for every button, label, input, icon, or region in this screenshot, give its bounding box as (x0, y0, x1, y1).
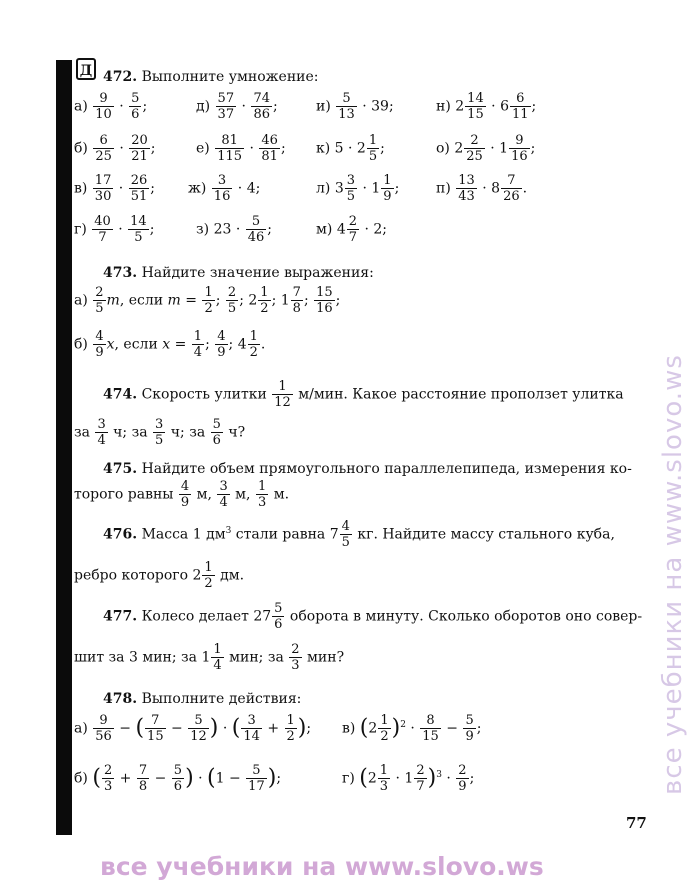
item-472-i: и) $\frac{5}{13}$ · 39; (316, 91, 394, 122)
item-472-zh: ж) $\frac{3}{16}$ · 4; (188, 173, 261, 204)
page-number: 77 (626, 814, 647, 832)
item-472-l: л) 3 $\frac{3}{5}$ · 1 $\frac{1}{9}$ ; (316, 173, 400, 204)
watermark-vertical: все учебники на www.slovo.ws (658, 354, 688, 795)
item-478-b: б) ( $\frac{2}{3}$ + $\frac{7}{8}$ − $\frac{5}{6}$ ) · (1 − $\frac{5}{17}$ ); (74, 763, 282, 794)
item-472-b: б) $\frac{6}{25}$ · $\frac{20}{21}$ ; (74, 133, 156, 164)
item-473-a: а) $\frac{2}{5}$ m, если m = $\frac{1}{2}$ ; $\frac{2}{5}$ ; 2 $\frac{1}{2}$ ; 1 $\frac{7}{8}$ ; $\frac{15}{16}$ ; (74, 285, 341, 316)
problem-475-line2: торого равны $\frac{4}{9}$ м, $\frac{3}{4}$ м, $\frac{1}{3}$ м. (74, 479, 290, 510)
problem-474-line1: 474. Скорость улитки $\frac{1}{12}$ м/мин. Какое расстояние проползет улитка (103, 379, 624, 410)
problem-476-line2: ребро которого 2 $\frac{1}{2}$ дм. (74, 560, 245, 591)
problem-474-line2: за $\frac{3}{4}$ ч; за $\frac{3}{5}$ ч; за $\frac{5}{6}$ ч? (74, 417, 246, 448)
watermark-bottom: все учебники на www.slovo.ws (100, 852, 544, 881)
item-472-p: п) $\frac{13}{43}$ · 8 $\frac{7}{26}$ . (436, 173, 528, 204)
difficulty-marker: Д (76, 58, 96, 80)
item-472-n: н) 2 $\frac{14}{15}$ · 6 $\frac{6}{11}$ ; (436, 91, 537, 122)
item-472-v: в) $\frac{17}{30}$ · $\frac{26}{51}$ ; (74, 173, 155, 204)
item-472-e: е) $\frac{81}{115}$ · $\frac{46}{81}$ ; (196, 133, 286, 164)
item-472-o: о) 2 $\frac{2}{25}$ · 1 $\frac{9}{16}$ ; (436, 133, 536, 164)
problem-477-line1: 477. Колесо делает 27 $\frac{5}{6}$ оборота в минуту. Сколько оборотов оно совер- (103, 601, 643, 632)
problem-472-heading: 472. Выполните умножение: (103, 69, 319, 85)
item-472-g: г) $\frac{40}{7}$ · $\frac{14}{5}$ ; (74, 214, 155, 245)
item-472-m: м) 4 $\frac{2}{7}$ · 2; (316, 214, 387, 245)
item-472-d: д) $\frac{57}{37}$ · $\frac{74}{86}$ ; (196, 91, 278, 122)
problem-478-heading: 478. Выполните действия: (103, 691, 302, 707)
item-473-b: б) $\frac{4}{9}$ x, если x = $\frac{1}{4}$ ; $\frac{4}{9}$ ; 4 $\frac{1}{2}$ . (74, 329, 266, 360)
item-478-a: а) $\frac{9}{56}$ − ( $\frac{7}{15}$ − $\frac{5}{12}$ ) · ( $\frac{3}{14}$ + $\frac{1}{2}$ ); (74, 713, 312, 744)
item-472-a: а) $\frac{9}{10}$ · $\frac{5}{6}$ ; (74, 91, 148, 122)
problem-476-line1: 476. Масса 1 $дм^3$ стали равна 7 $\frac{4}{5}$ кг. Найдите массу стального куба, (103, 519, 615, 550)
problem-477-line2: шит за 3 мин; за 1 $\frac{1}{4}$ мин; за $\frac{2}{3}$ мин? (74, 642, 345, 673)
item-478-v: в) (2 $\frac{1}{2}$ )$^2$ · $\frac{8}{15}$ − $\frac{5}{9}$ ; (342, 713, 482, 744)
item-478-g: г) (2 $\frac{1}{3}$ · 1 $\frac{2}{7}$ )$^3$ · $\frac{2}{9}$ ; (342, 763, 475, 794)
item-472-z: з) 23 · $\frac{5}{46}$ ; (196, 214, 272, 245)
problem-473-heading: 473. Найдите значение выражения: (103, 265, 374, 281)
item-472-k: к) 5 · 2 $\frac{1}{5}$ ; (316, 133, 385, 164)
problem-475-line1: 475. Найдите объем прямоугольного параллелепипеда, измерения ко- (103, 461, 632, 477)
binding-shadow (56, 60, 72, 835)
